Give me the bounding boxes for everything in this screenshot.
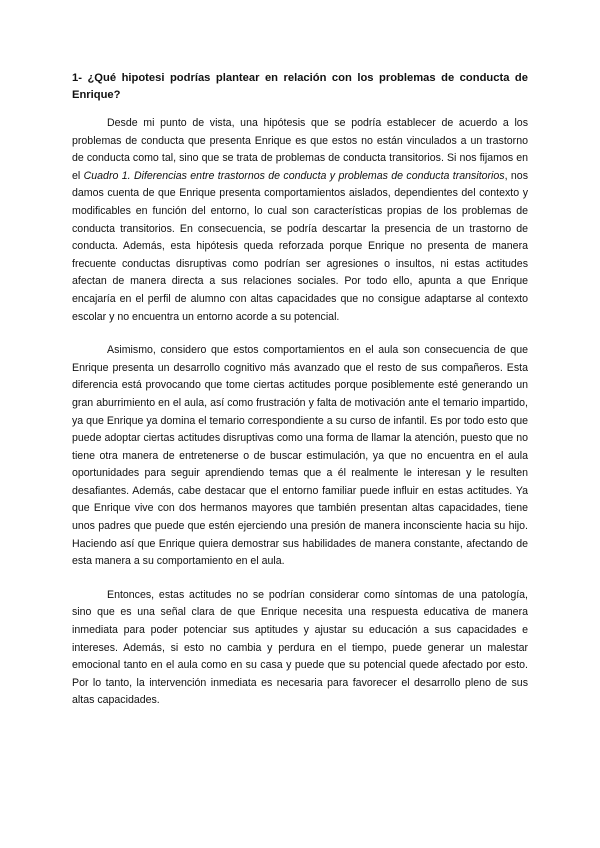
table-reference: Cuadro 1. Diferencias entre trastornos de conducta y problemas de conducta transitorios [83, 169, 505, 182]
paragraph-hypothesis [72, 115, 528, 326]
paragraph-conclusion: Entonces, estas actitudes no se podrían considerar como síntomas de una patología, sino que es una señal clara de que Enrique necesita una respuesta educativa de manera inmediata para poder potenciar sus aptitudes y ajustar su educación a sus capacidades e intereses. Además, si esto no cambia y perdura en el tiempo, puede generar un malestar emocional tanto en el aula como en su casa y puede que su potencial quede afectado por esto. Por lo tanto, la intervención inmediata es necesaria para favorecer el desarrollo pleno de sus altas capacidades. [72, 588, 528, 707]
question-heading: 1- ¿Qué hipotesi podrías plantear en relación con los problemas de conducta de Enrique? [72, 72, 528, 101]
paragraph-cognitive-development: Asimismo, considero que estos comportamientos en el aula son consecuencia de que Enrique presenta un desarrollo cognitivo más avanzado que el resto de sus compañeros. Esta diferencia está provocando que tome ciertas actitudes porque posiblemente esté generando un gran aburrimiento en el aula, así como frustración y falta de motivación ante el temario impartido, ya que Enrique ya domina el temario correspondiente a su curso de infantil. Es por todo esto que puede adoptar ciertas actitudes disruptivas como una forma de llamar la atención, puesto que no tiene otra manera de entretenerse o de buscar estimulación, ya que no encuentra en el aula oportunidades para seguir aprendiendo temas que a él realmente le interesan y le resulten desafiantes. Además, cabe destacar que el entorno familiar puede influir en estas actitudes. Ya que Enrique vive con dos hermanos mayores que también presentan altas capacidades, tiene unos padres que puede que estén ejerciendo una presión de manera inconsciente hacia su hijo. Haciendo así que Enrique quiera demostrar sus habilidades de manera constante, afectando de esta manera a su comportamiento en el aula. [72, 344, 528, 568]
document-page [72, 70, 528, 726]
paragraph-hypothesis-text-end: , nos damos cuenta de que Enrique presenta comportamientos aislados, dependientes del contexto y modificables en función del entorno, lo cual son características propias de los problemas de conducta transitorios. En consecuencia, se podría descartar la presencia de un trastorno de conducta. Además, esta hipótesis queda reforzada porque Enrique no presenta de manera frecuente conductas disruptivas como podrían ser agresiones o insultos, ni estas actitudes afectan de manera directa a sus relaciones sociales. Por todo ello, apunta a que Enrique encajaría en el perfil de alumno con altas capacidades que no consigue adaptarse al contexto escolar y no encuentra un entorno acorde a su potencial. [72, 169, 528, 323]
paragraph-hypothesis-text-start: Desde mi punto de vista, una hipótesis que se podría establecer de acuerdo a los problemas de conducta que presenta Enrique es que estos no están vinculados a un trastorno de conducta como tal, sino que se trata de problemas de conducta transitorios. Si nos fijamos en el [72, 117, 528, 182]
